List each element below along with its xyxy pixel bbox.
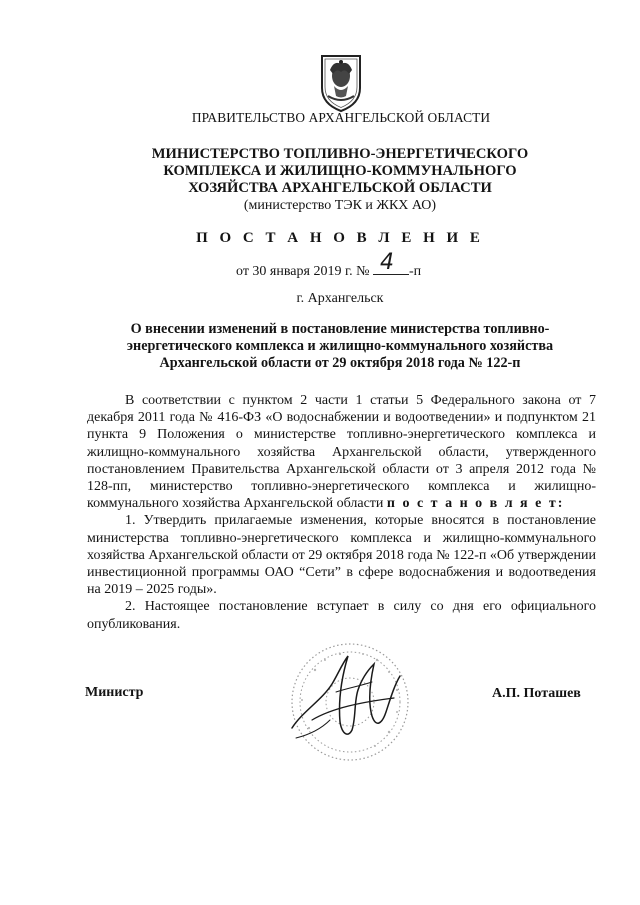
decree-word: п о с т а н о в л я е т [386, 496, 558, 512]
subject-line: энергетического комплекса и жилищно-коммунального хозяйства [126, 338, 554, 354]
ministry-title [120, 146, 560, 197]
document-body [87, 392, 596, 633]
body-paragraph-preamble [87, 392, 596, 512]
document-city: г. Архангельск [296, 291, 384, 306]
body-paragraph-item-1: 1. Утвердить прилагаемые изменения, которые вносятся в постановление министерства топливно-энергетического комплекса и жилищно-коммунального хозяйства Архангельской области от 29 октября 2018 года № 122-п «Об утверждении инвестиционной программы ОАО “Сети” в сфере водоснабжения и водоотведения на 2019 – 2025 годы». [87, 513, 596, 598]
body-paragraph-item-2: 2. Настоящее постановление вступает в силу со дня его официального опубликования. [87, 599, 596, 632]
handwritten-signature [282, 642, 412, 752]
signatory-name: А.П. Поташев [492, 686, 581, 701]
ministry-short-name: (министерство ТЭК и ЖКХ АО) [243, 198, 437, 213]
coat-of-arms-icon [316, 52, 366, 114]
ministry-title-line: ХОЗЯЙСТВА АРХАНГЕЛЬСКОЙ ОБЛАСТИ [188, 180, 492, 196]
preamble-text: В соответствии с пунктом 2 части 1 статьи 5 Федерального закона от 7 декабря 2011 года № 416-ФЗ «О водоснабжении и водоотведении» и подпунктом 21 пункта 9 Положения о министерстве топливно-энергетического комплекса и жилищно-коммунального хозяйства Архангельской области, утвержденного постановлением Правительства Архангельской области от 3 апреля 2012 года № 128-пп, министерство топливно-энергетического комплекса и жилищно-коммунального хозяйства Архангельской области [87, 393, 596, 512]
document-number: 4 [379, 250, 394, 275]
decree-colon: : [557, 496, 565, 512]
document-date: от 30 января 2019 г. № [236, 264, 370, 279]
subject-line: О внесении изменений в постановление министерства топливно- [130, 321, 550, 337]
ministry-title-line: КОМПЛЕКСА И ЖИЛИЩНО-КОММУНАЛЬНОГО [163, 163, 517, 179]
ministry-title-line: МИНИСТЕРСТВО ТОПЛИВНО-ЭНЕРГЕТИЧЕСКОГО [151, 146, 529, 162]
document-number-suffix: -п [408, 264, 422, 279]
document-type: П О С Т А Н О В Л Е Н И Е [196, 230, 484, 246]
document-date-number [236, 250, 422, 280]
document-subject [98, 321, 582, 372]
signatory-role: Министр [85, 685, 144, 700]
subject-line: Архангельской области от 29 октября 2018 года № 122-п [159, 355, 521, 371]
document-number-field [373, 250, 409, 275]
government-name: ПРАВИТЕЛЬСТВО АРХАНГЕЛЬСКОЙ ОБЛАСТИ [191, 110, 491, 125]
